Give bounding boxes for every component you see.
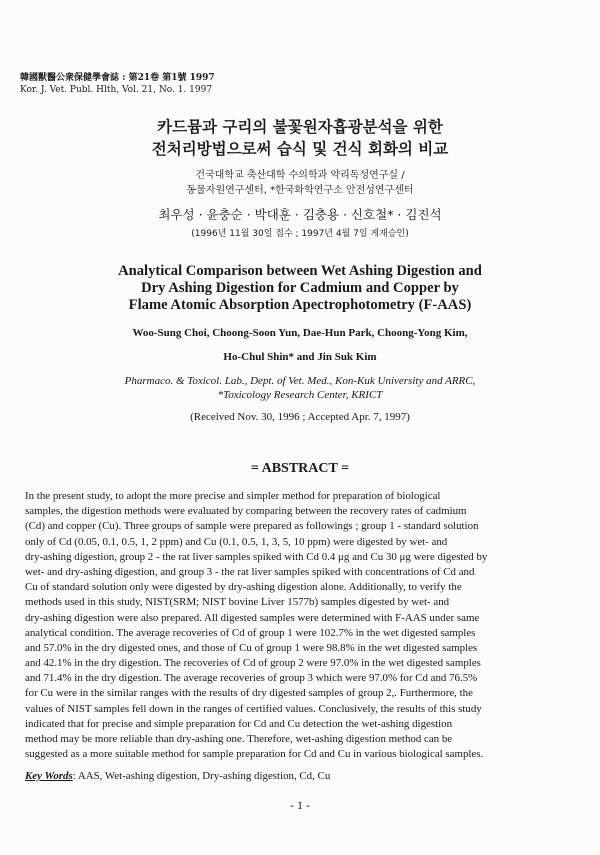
abstract-line: analytical condition. The average recoveries of Cd of group 1 were 102.7% in the wet digested samples — [25, 626, 476, 639]
abstract-line: dry-ashing digestion, group 2 - the rat liver samples spiked with Cd 0.4 μg and Cu 30 μg were digested by — [25, 550, 488, 563]
korean-authors: 최우성 · 윤충순 · 박대훈 · 김충용 · 신호철* · 김진석 — [158, 207, 442, 222]
abstract-line: wet- and dry-ashing digestion, and group 3 - the rat liver samples spiked with concentrations of Cd and — [25, 565, 475, 578]
abstract-line: (Cd) and copper (Cu). Three groups of sample were prepared as followings ; group 1 - standard solution — [25, 520, 479, 533]
page-number: - 1 - — [290, 798, 310, 812]
keywords-label: Key Words — [25, 770, 73, 782]
english-title-line-2: Dry Ashing Digestion for Cadmium and Copper by — [141, 280, 459, 296]
english-title-line-1: Analytical Comparison between Wet Ashing Digestion and — [118, 263, 482, 279]
journal-name-english: Kor. J. Vet. Publ. Hlth, Vol. 21, No. 1. 1997 — [20, 85, 213, 95]
journal-name-korean: 韓國獸醫公衆保健學會誌 : 第21卷 第1號 1997 — [20, 73, 215, 83]
journal-header — [20, 72, 215, 96]
abstract-line: for Cu were in the similar ranges with the results of dry digested samples of group 2,. Furthermore, the — [25, 687, 473, 700]
english-received-date: (Received Nov. 30, 1996 ; Accepted Apr. 7, 1997) — [190, 411, 410, 423]
english-affiliation-line-1: Pharmaco. & Toxicol. Lab., Dept. of Vet. Med., Kon-Kuk University and ARRC, — [124, 375, 476, 387]
abstract-line: only of Cd (0.05, 0.1, 0.5, 1, 2 ppm) and Cu (0.1, 0.5, 1, 3, 5, 10 ppm) were digested by wet- and — [25, 535, 448, 548]
abstract-line: method may be more reliable than dry-ashing one. Therefore, wet-ashing digestion method can be — [25, 733, 453, 745]
english-title-line-3: Flame Atomic Absorption Apectrophotometry (F-AAS) — [128, 297, 472, 313]
keywords — [25, 769, 330, 783]
abstract-line: and 71.4% in the dry digestion. The average recoveries of group 3 which were 97.0% for Cd and 76.5% — [25, 672, 478, 685]
abstract-line: dry-ashing digestion were also prepared. All digested samples were determined with F-AAS under same — [25, 611, 480, 624]
abstract-line: methods used in this study, NIST(SRM; NIST bovine Liver 1577b) samples digested by wet- and — [25, 596, 450, 609]
abstract-line: and 57.0% in the dry digested ones, and those of Cu of group 1 were 98.8% in the wet digested samples — [25, 641, 478, 654]
english-authors-line-1: Woo-Sung Choi, Choong-Soon Yun, Dae-Hun Park, Choong-Yong Kim, — [132, 327, 468, 339]
abstract-body — [25, 489, 569, 762]
english-affiliation-line-2: *Toxicology Research Center, KRICT — [217, 389, 383, 401]
korean-received-date: (1996년 11월 30일 접수 ; 1997년 4월 7일 게재승인) — [191, 229, 409, 239]
abstract-line: values of NIST samples fell down in the ranges of certified values. Conclusively, the results of this study — [25, 702, 482, 715]
korean-title-line-2: 전처리방법으로써 습식 및 건식 회화의 비교 — [151, 140, 449, 158]
keywords-text: : AAS, Wet-ashing digestion, Dry-ashing digestion, Cd, Cu — [72, 770, 331, 782]
abstract-line: and 42.1% in the dry digestion. The recoveries of Cd of group 2 were 97.0% in the wet digested samples — [25, 657, 481, 670]
korean-title-line-1: 카드뮴과 구리의 불꽃원자흡광분석을 위한 — [157, 118, 443, 136]
abstract-line: indicated that for precise and simple preparation for Cd and Cu detection the wet-ashing digestion — [25, 717, 453, 730]
abstract-line: samples, the digestion methods were evaluated by comparing between the recovery rates of cadmium — [25, 505, 467, 518]
abstract-line: suggested as a more suitable method for sample preparation for Cd and Cu in various biological samples. — [25, 748, 484, 761]
abstract-line: Cu of standard solution only were digested by dry-ashing digestion alone. Additionally, to verify the — [25, 581, 462, 594]
english-authors-line-2: Ho-Chul Shin* and Jin Suk Kim — [223, 351, 377, 363]
abstract-line: In the present study, to adopt the more precise and simpler method for preparation of biological — [25, 490, 441, 502]
korean-affiliation-line-2: 동물자원연구센터, *한국화학연구소 안전성연구센터 — [186, 185, 414, 196]
abstract-heading: = ABSTRACT = — [250, 461, 350, 476]
korean-affiliation-line-1: 건국대학교 축산대학 수의학과 약리독성연구실 / — [195, 170, 405, 181]
